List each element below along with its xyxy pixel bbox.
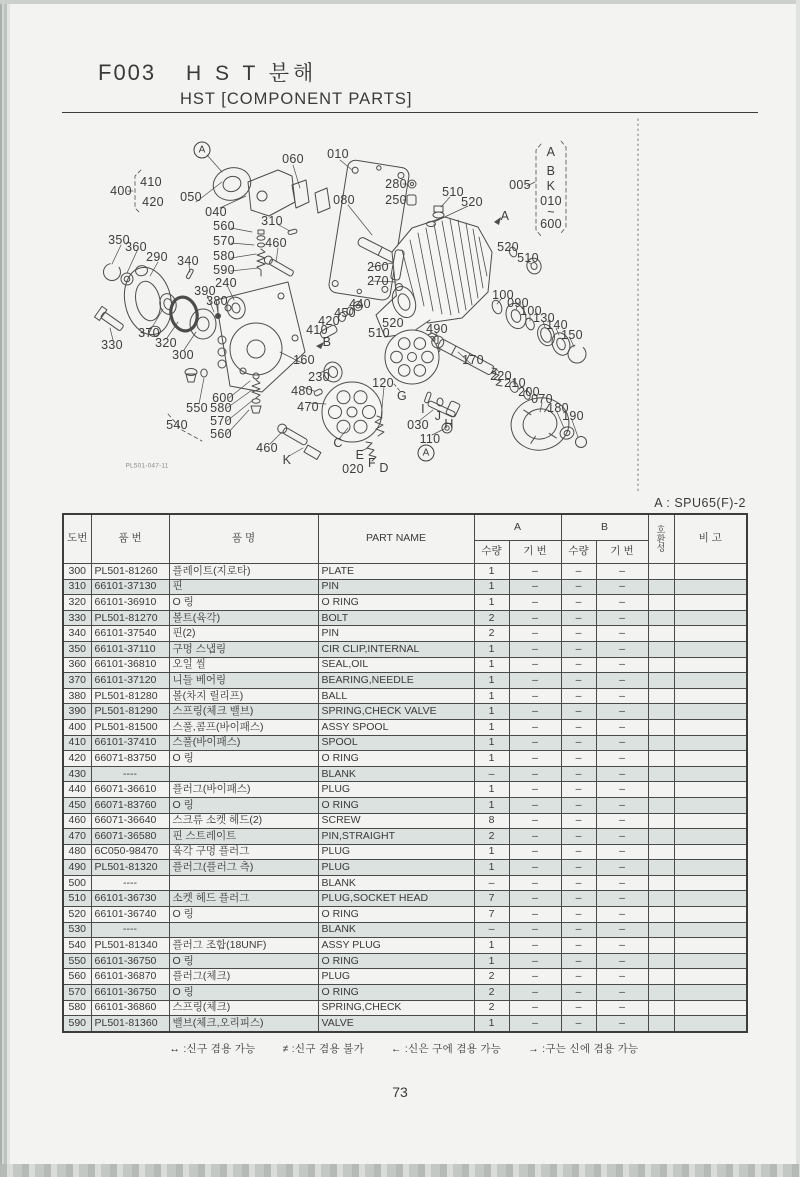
diagram-label: 370 [138, 326, 160, 340]
diagram-label: E [355, 448, 365, 462]
diagram-label: ~ [547, 205, 555, 219]
table-row: 430 ---- BLANK – – – – [63, 766, 747, 782]
table-row: 500 ---- BLANK – – – – [63, 875, 747, 891]
diagram-label: 005 [509, 178, 531, 192]
diagram-label: 300 [172, 348, 194, 362]
col-header-part-no: 품 번 [91, 514, 169, 564]
diagram-label: I [421, 402, 425, 416]
col-header-remarks: 비 고 [674, 514, 747, 564]
diagram-label: C [333, 436, 343, 450]
diagram-label: 460 [256, 441, 278, 455]
col-header-ref-a: 기 번 [509, 541, 561, 564]
parts-table-body [63, 564, 747, 1032]
diagram-label: 140 [546, 318, 568, 332]
diagram-label: B [546, 164, 556, 178]
col-header-part-name: PART NAME [318, 514, 474, 564]
diagram-label: 560 [210, 427, 232, 441]
diagram-label: 260 [367, 260, 389, 274]
table-row: 310 66101-37130 핀 PIN 1 – – – [63, 579, 747, 595]
diagram-label: 560 [213, 219, 235, 233]
table-row: 390 PL501-81290 스프링(체크 밸브) SPRING,CHECK VALVE 1 – – – [63, 704, 747, 720]
diagram-label: J [434, 409, 442, 423]
col-header-compat: 호환성 [648, 514, 674, 564]
diagram-label: F [368, 456, 376, 470]
table-row: 340 66101-37540 핀(2) PIN 2 – – – [63, 626, 747, 642]
table-row: 360 66101-36810 오일 씰 SEAL,OIL 1 – – – [63, 657, 747, 673]
table-row: 410 66101-37410 스풀(바이패스) SPOOL 1 – – – [63, 735, 747, 751]
col-header-group-b: B [561, 514, 648, 541]
diagram-label: 420 [318, 314, 340, 328]
diagram-label: 510 [368, 326, 390, 340]
table-row: 440 66071-36610 플러그(바이패스) PLUG 1 – – – [63, 782, 747, 798]
table-row: 520 66101-36740 O 링 O RING 7 – – – [63, 907, 747, 923]
diagram-label: 460 [265, 236, 287, 250]
doc-code: F003 [98, 60, 157, 85]
table-row: 400 PL501-81500 스풀,콤프(바이패스) ASSY SPOOL 1 – – – [63, 719, 747, 735]
diagram-label: 570 [213, 234, 235, 248]
table-row: 450 66071-83760 O 링 O RING 1 – – – [63, 797, 747, 813]
diagram-label: 520 [461, 195, 483, 209]
col-header-ref-b: 기 번 [596, 541, 648, 564]
diagram-label: 030 [407, 418, 429, 432]
diagram-label: 180 [547, 401, 569, 415]
diagram-label: 480 [291, 384, 313, 398]
model-note: A : SPU65(F)-2 [654, 496, 746, 510]
table-row: 300 PL501-81260 플레이트(지로타) PLATE 1 – – – [63, 564, 747, 580]
diagram-label: 220 [490, 369, 512, 383]
diagram-label: 540 [166, 418, 188, 432]
diagram-label: 090 [507, 296, 529, 310]
diagram-label: 330 [101, 338, 123, 352]
diagram-label: 510 [442, 185, 464, 199]
scan-edge-bottom [0, 1164, 800, 1177]
col-header-qty-a: 수량 [474, 541, 509, 564]
diagram-label: K [282, 453, 292, 467]
diagram-label: 410 [140, 175, 162, 189]
diagram-label: 310 [261, 214, 283, 228]
diagram-label: A [546, 145, 556, 159]
diagram-label: A [194, 142, 211, 159]
footnote-item: → :구는 신에 겸용 가능 [528, 1043, 639, 1055]
table-row: 590 PL501-81360 밸브(체크,오리피스) VALVE 1 – – – [63, 1016, 747, 1032]
diagram-label: 580 [210, 401, 232, 415]
diagram-label: 200 [518, 385, 540, 399]
col-header-no: 도번 [63, 514, 91, 564]
page-title-english: HST [COMPONENT PARTS] [180, 90, 413, 108]
diagram-label: 510 [517, 251, 539, 265]
drawing-code: PL501-047-11 [125, 462, 169, 470]
diagram-label: 100 [492, 288, 514, 302]
table-row: 580 66101-36860 스프링(체크) SPRING,CHECK 2 – – – [63, 1000, 747, 1016]
col-header-qty-b: 수량 [561, 541, 596, 564]
diagram-label: K [546, 179, 556, 193]
table-row: 480 6C050-98470 육각 구멍 플러그 PLUG 1 – – – [63, 844, 747, 860]
diagram-label: 020 [342, 462, 364, 476]
diagram-label: 520 [497, 240, 519, 254]
diagram-label: 380 [206, 294, 228, 308]
diagram-label: 320 [155, 336, 177, 350]
diagram-label: 600 [540, 217, 562, 231]
diagram-label: A [418, 445, 435, 462]
parts-table [62, 513, 748, 1033]
diagram-label: 190 [562, 409, 584, 423]
diagram-label: 590 [213, 263, 235, 277]
diagram-label: 040 [205, 205, 227, 219]
diagram-label: 240 [215, 276, 237, 290]
diagram-label: 070 [531, 392, 553, 406]
scan-edge-left [0, 0, 10, 1177]
col-header-name-kr: 품 명 [169, 514, 318, 564]
diagram-label: 520 [382, 316, 404, 330]
table-row: 490 PL501-81320 플러그(플러그 측) PLUG 1 – – – [63, 860, 747, 876]
diagram-label: 080 [333, 193, 355, 207]
diagram-label: 210 [504, 376, 526, 390]
diagram-label: 170 [462, 353, 484, 367]
diagram-label: G [396, 389, 408, 403]
diagram-label: 410 [306, 323, 328, 337]
diagram-label: 400 [110, 184, 132, 198]
diagram-label: 450 [334, 306, 356, 320]
diagram-label: 290 [146, 250, 168, 264]
scan-edge-right [796, 0, 800, 1177]
diagram-label: 280 [385, 177, 407, 191]
diagram-label: 010 [327, 147, 349, 161]
table-row: 330 PL501-81270 볼트(육각) BOLT 2 – – – [63, 610, 747, 626]
footnote-item: ← :신은 구에 겸용 가능 [391, 1043, 502, 1055]
diagram-label: 130 [533, 311, 555, 325]
diagram-label: 270 [367, 274, 389, 288]
diagram-label: 360 [125, 240, 147, 254]
diagram-label: 570 [210, 414, 232, 428]
diagram-label: 340 [177, 254, 199, 268]
diagram-label: D [379, 461, 389, 475]
exploded-diagram [62, 118, 746, 495]
diagram-label: 550 [186, 401, 208, 415]
diagram-label: H [444, 417, 454, 431]
diagram-label: A [500, 209, 510, 223]
diagram-label: 440 [349, 297, 371, 311]
legend-footnote [62, 1041, 746, 1056]
diagram-label: 150 [561, 328, 583, 342]
diagram-label: 490 [426, 322, 448, 336]
header-rule [62, 112, 758, 113]
diagram-label: 420 [142, 195, 164, 209]
table-row: 550 66101-36750 O 링 O RING 1 – – – [63, 953, 747, 969]
diagram-label: 250 [385, 193, 407, 207]
diagram-label: 050 [180, 190, 202, 204]
diagram-label: 470 [297, 400, 319, 414]
diagram-label: 580 [213, 249, 235, 263]
page-number: 73 [392, 1084, 408, 1100]
footnote-item: ↔ :신구 겸용 가능 [169, 1043, 256, 1055]
table-row: 530 ---- BLANK – – – – [63, 922, 747, 938]
table-row: 540 PL501-81340 플러그 조합(18UNF) ASSY PLUG 1 – – – [63, 938, 747, 954]
diagram-label: 060 [282, 152, 304, 166]
diagram-label: 010 [540, 194, 562, 208]
diagram-label: 100 [520, 304, 542, 318]
col-header-group-a: A [474, 514, 561, 541]
table-row: 570 66101-36750 O 링 O RING 2 – – – [63, 985, 747, 1001]
diagram-label: B [322, 335, 332, 349]
table-row: 370 66101-37120 니들 베어링 BEARING,NEEDLE 1 – – – [63, 673, 747, 689]
diagram-label: 160 [293, 353, 315, 367]
table-row: 560 66101-36870 플러그(체크) PLUG 2 – – – [63, 969, 747, 985]
diagram-label: 390 [194, 284, 216, 298]
table-row: 460 66071-36640 스크류 소켓 헤드(2) SCREW 8 – – – [63, 813, 747, 829]
table-row: 350 66101-37110 구멍 스냅링 CIR CLIP,INTERNAL 1 – – – [63, 641, 747, 657]
diagram-label: 230 [308, 370, 330, 384]
page-title-korean: H S T 분해 [186, 62, 318, 85]
table-row: 320 66101-36910 O 링 O RING 1 – – – [63, 595, 747, 611]
diagram-label: 350 [108, 233, 130, 247]
diagram-label: 110 [419, 432, 441, 446]
footnote-item: ≠ :신구 겸용 불가 [282, 1043, 365, 1055]
diagram-label: 120 [372, 376, 394, 390]
table-row: 380 PL501-81280 볼(차지 릴리프) BALL 1 – – – [63, 688, 747, 704]
table-row: 510 66101-36730 소켓 헤드 플러그 PLUG,SOCKET HEAD 7 – – – [63, 891, 747, 907]
scan-edge-top [0, 0, 800, 4]
table-row: 470 66071-36580 핀 스트레이트 PIN,STRAIGHT 2 – – – [63, 829, 747, 845]
table-row: 420 66071-83750 O 링 O RING 1 – – – [63, 751, 747, 767]
diagram-label: 600 [212, 391, 234, 405]
